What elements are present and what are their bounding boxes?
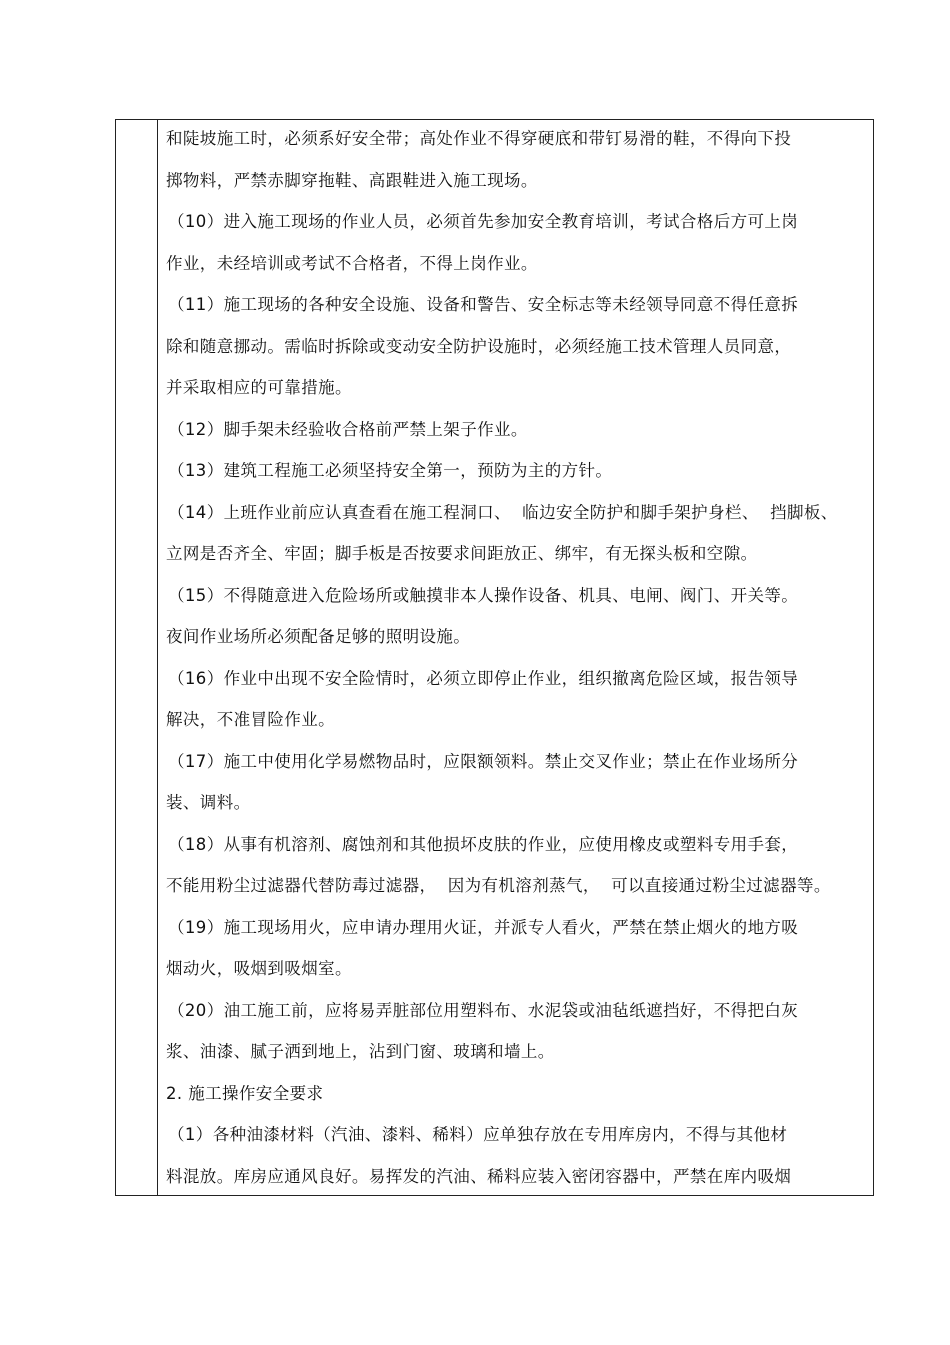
text-line: 除和随意挪动。需临时拆除或变动安全防护设施时，必须经施工技术管理人员同意， [166, 337, 792, 356]
text-line: 料混放。库房应通风良好。易挥发的汽油、稀料应装入密闭容器中，严禁在库内吸烟 [166, 1167, 792, 1186]
text-line: 作业，未经培训或考试不合格者，不得上岗作业。 [166, 254, 538, 273]
text-line: 和陡坡施工时，必须系好安全带；高处作业不得穿硬底和带钉易滑的鞋，不得向下投 [166, 129, 792, 148]
text-line: （11）施工现场的各种安全设施、设备和警告、安全标志等未经领导同意不得任意拆 [168, 295, 799, 314]
document-table [115, 119, 874, 1196]
text-line: （16）作业中出现不安全险情时，必须立即停止作业，组织撤离危险区域，报告领导 [168, 669, 799, 688]
text-line: （10）进入施工现场的作业人员，必须首先参加安全教育培训，考试合格后方可上岗 [168, 212, 799, 231]
text-line: 烟动火，吸烟到吸烟室。 [166, 959, 352, 978]
text-line: （15）不得随意进入危险场所或触摸非本人操作设备、机具、电闸、阀门、开关等。 [168, 586, 799, 605]
text-line: 夜间作业场所必须配备足够的照明设施。 [166, 627, 471, 646]
text-line: （18）从事有机溶剂、腐蚀剂和其他损坏皮肤的作业，应使用橡皮或塑料专用手套， [168, 835, 799, 854]
section-heading: 2. 施工操作安全要求 [166, 1084, 324, 1103]
text-line: 掷物料，严禁赤脚穿拖鞋、高跟鞋进入施工现场。 [166, 171, 538, 190]
text-line: （19）施工现场用火，应申请办理用火证，并派专人看火，严禁在禁止烟火的地方吸 [168, 918, 799, 937]
text-line: （13）建筑工程施工必须坚持安全第一，预防为主的方针。 [168, 461, 613, 480]
text-line: （17）施工中使用化学易燃物品时，应限额领料。禁止交叉作业；禁止在作业场所分 [168, 752, 799, 771]
text-line: 不能用粉尘过滤器代替防毒过滤器， 因为有机溶剂蒸气， 可以直接通过粉尘过滤器等。 [166, 876, 831, 895]
text-line: （20）油工施工前，应将易弄脏部位用塑料布、水泥袋或油毡纸遮挡好，不得把白灰 [168, 1001, 799, 1020]
text-line: 解决，不准冒险作业。 [166, 710, 335, 729]
left-column-cell [116, 120, 158, 1195]
text-line: 浆、油漆、腻子洒到地上，沾到门窗、玻璃和墙上。 [166, 1042, 555, 1061]
text-line: 并采取相应的可靠措施。 [166, 378, 352, 397]
text-line: （1）各种油漆材料（汽油、漆料、稀料）应单独存放在专用库房内，不得与其他材 [168, 1125, 788, 1144]
text-line: （12）脚手架未经验收合格前严禁上架子作业。 [168, 420, 528, 439]
text-line: 立网是否齐全、牢固；脚手板是否按要求间距放正、绑牢，有无探头板和空隙。 [166, 544, 758, 563]
text-line: 装、调料。 [166, 793, 251, 812]
text-line: （14）上班作业前应认真查看在施工程洞口、 临边安全防护和脚手架护身栏、 挡脚板、 [168, 503, 838, 522]
content-cell [159, 120, 873, 1195]
